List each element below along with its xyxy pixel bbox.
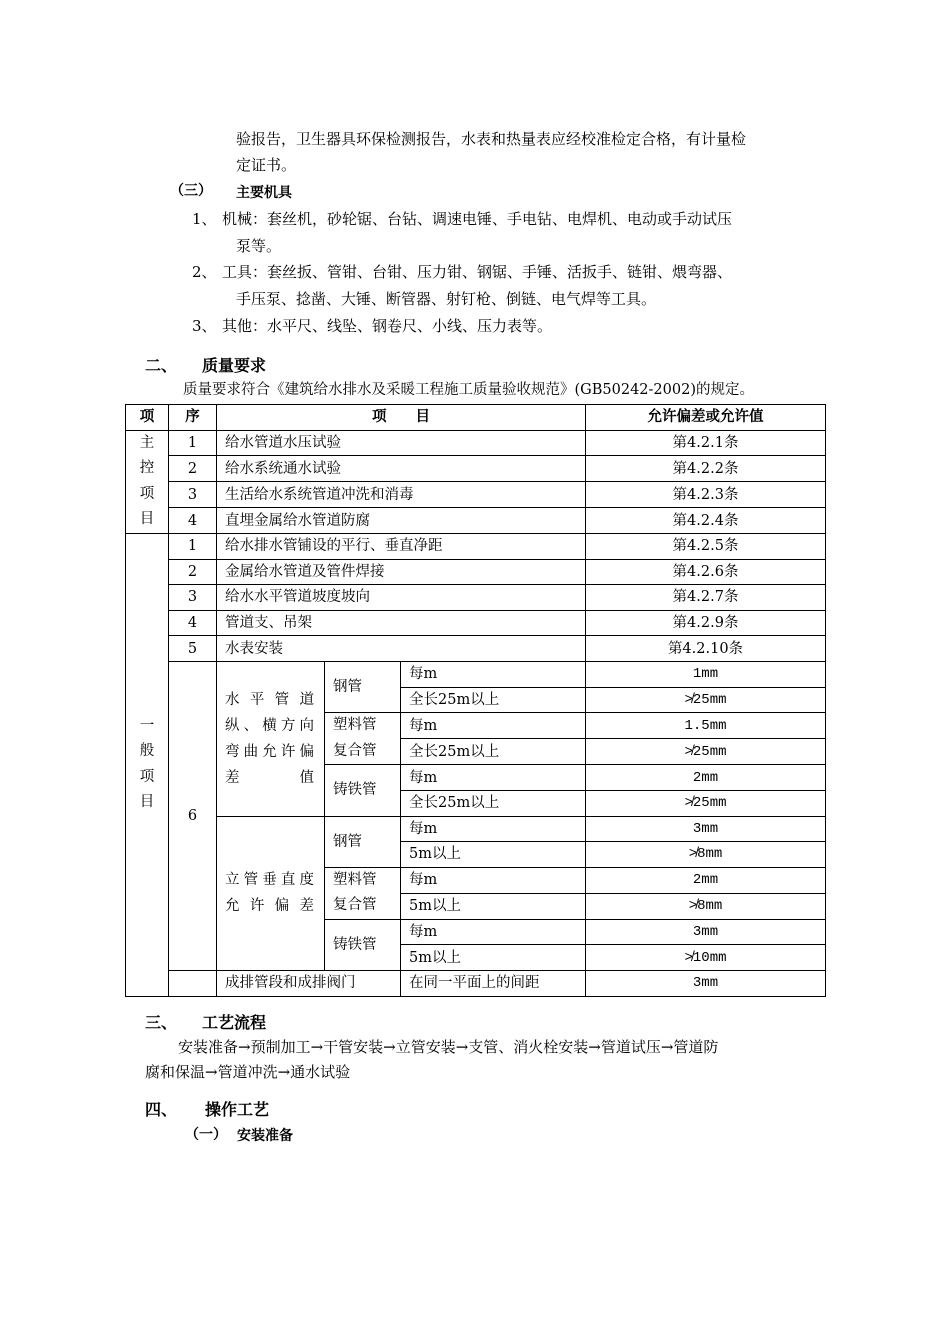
row-item: 成排管段和成排阀门 bbox=[217, 971, 401, 997]
row-value: 第4.2.6条 bbox=[586, 559, 826, 585]
row-value: 第4.2.5条 bbox=[586, 533, 826, 559]
row-number: 2 bbox=[169, 559, 217, 585]
row-number: 5 bbox=[169, 636, 217, 662]
allowance-value: ≯8mm bbox=[586, 842, 826, 868]
row-item: 金属给水管道及管件焊接 bbox=[217, 559, 586, 585]
quality-section-title: 质量要求 bbox=[202, 356, 267, 375]
quality-section-number: 二、 bbox=[145, 356, 178, 375]
condition: 每m bbox=[401, 867, 586, 893]
material-name: 铸铁管 bbox=[325, 765, 401, 816]
quality-requirements-table bbox=[125, 404, 826, 997]
row-number: 1 bbox=[169, 430, 217, 456]
row-item: 给水水平管道坡度坡向 bbox=[217, 585, 586, 611]
material-name: 钢管 bbox=[325, 661, 401, 712]
row-number: 6 bbox=[169, 661, 217, 970]
condition: 5m以上 bbox=[401, 842, 586, 868]
table-row bbox=[126, 636, 826, 662]
allowance-value: 3mm bbox=[586, 971, 826, 997]
main-control-group-label: 主控项目 bbox=[126, 430, 169, 533]
condition: 全长25m以上 bbox=[401, 687, 586, 713]
condition: 全长25m以上 bbox=[401, 739, 586, 765]
condition: 每m bbox=[401, 765, 586, 791]
row-item: 给水系统通水试验 bbox=[217, 456, 586, 482]
allowance-value: 1mm bbox=[586, 661, 826, 687]
condition: 每m bbox=[401, 816, 586, 842]
condition: 在同一平面上的间距 bbox=[401, 971, 586, 997]
table-row bbox=[126, 610, 826, 636]
table-row bbox=[126, 482, 826, 508]
condition: 全长25m以上 bbox=[401, 790, 586, 816]
process-section-title: 工艺流程 bbox=[202, 1013, 267, 1032]
header-item: 项 目 bbox=[217, 405, 586, 431]
table-row bbox=[126, 508, 826, 534]
row-number: 3 bbox=[169, 585, 217, 611]
process-flow-line-1: 安装准备→预制加工→干管安装→立管安装→支管、消火栓安装→管道试压→管道防 bbox=[178, 1038, 719, 1056]
intro-line-1: 验报告，卫生器具环保检测报告，水表和热量表应经校准检定合格，有计量检 bbox=[236, 130, 747, 148]
allowance-value: 2mm bbox=[586, 765, 826, 791]
empty-number-cell bbox=[169, 971, 217, 997]
process-section-number: 三、 bbox=[145, 1013, 178, 1032]
operation-subsection-number: （一） bbox=[185, 1127, 227, 1143]
row-item: 生活给水系统管道冲洗和消毒 bbox=[217, 482, 586, 508]
row-value: 第4.2.10条 bbox=[586, 636, 826, 662]
table-row bbox=[126, 559, 826, 585]
header-sequence: 序 bbox=[169, 405, 217, 431]
tools-item-1-line1: 机械：套丝机，砂轮锯、台钻、调速电锤、手电钻、电焊机、电动或手动试压 bbox=[222, 210, 733, 228]
intro-line-2: 定证书。 bbox=[236, 156, 297, 174]
row-number: 4 bbox=[169, 508, 217, 534]
material-name: 塑料管复合管 bbox=[325, 867, 401, 919]
allowance-value: ≯25mm bbox=[586, 790, 826, 816]
process-flow-line-2: 腐和保温→管道冲洗→通水试验 bbox=[145, 1063, 351, 1081]
condition: 每m bbox=[401, 919, 586, 945]
tools-item-1-line2: 泵等。 bbox=[236, 237, 282, 255]
allowance-value: ≯10mm bbox=[586, 945, 826, 971]
table-row bbox=[126, 661, 826, 687]
tools-item-2-line2: 手压泵、捻凿、大锤、断管器、射钉枪、倒链、电气焊等工具。 bbox=[236, 290, 657, 308]
tools-item-2-number: 2、 bbox=[192, 263, 217, 281]
row-number: 1 bbox=[169, 533, 217, 559]
vertical-deviation-label: 立管垂直度允许偏差 bbox=[217, 816, 325, 971]
tools-section-number: （三） bbox=[170, 183, 212, 199]
row-item: 直埋金属给水管道防腐 bbox=[217, 508, 586, 534]
row-value: 第4.2.1条 bbox=[586, 430, 826, 456]
condition: 5m以上 bbox=[401, 893, 586, 919]
allowance-value: ≯8mm bbox=[586, 893, 826, 919]
horizontal-deviation-label: 水平管道纵、横方向弯曲允许偏差值 bbox=[217, 661, 325, 816]
operation-subsection-title: 安装准备 bbox=[237, 1128, 293, 1144]
row-value: 第4.2.7条 bbox=[586, 585, 826, 611]
condition: 每m bbox=[401, 713, 586, 739]
operation-section-number: 四、 bbox=[145, 1100, 178, 1119]
tools-item-1-number: 1、 bbox=[192, 210, 217, 228]
row-item: 给水排水管铺设的平行、垂直净距 bbox=[217, 533, 586, 559]
operation-section-title: 操作工艺 bbox=[205, 1100, 270, 1119]
quality-description: 质量要求符合《建筑给水排水及采暖工程施工质量验收规范》(GB50242-2002)的规定。 bbox=[183, 382, 754, 398]
material-name: 塑料管复合管 bbox=[325, 713, 401, 765]
condition: 每m bbox=[401, 661, 586, 687]
allowance-value: ≯25mm bbox=[586, 739, 826, 765]
allowance-value: 2mm bbox=[586, 867, 826, 893]
condition: 5m以上 bbox=[401, 945, 586, 971]
allowance-value: 1.5mm bbox=[586, 713, 826, 739]
tools-section-title: 主要机具 bbox=[236, 185, 292, 201]
material-name: 钢管 bbox=[325, 816, 401, 867]
table-row bbox=[126, 585, 826, 611]
material-name: 铸铁管 bbox=[325, 919, 401, 970]
table-row bbox=[126, 816, 826, 842]
row-value: 第4.2.3条 bbox=[586, 482, 826, 508]
tools-item-2-line1: 工具：套丝扳、管钳、台钳、压力钳、钢锯、手锤、活扳手、链钳、煨弯器、 bbox=[222, 263, 733, 281]
general-group-label: 一般项目 bbox=[126, 533, 169, 996]
table-row bbox=[126, 456, 826, 482]
table-row bbox=[126, 971, 826, 997]
table-row bbox=[126, 533, 826, 559]
row-value: 第4.2.4条 bbox=[586, 508, 826, 534]
table-row bbox=[126, 430, 826, 456]
row-item: 给水管道水压试验 bbox=[217, 430, 586, 456]
row-number: 3 bbox=[169, 482, 217, 508]
header-category: 项 bbox=[126, 405, 169, 431]
row-number: 4 bbox=[169, 610, 217, 636]
table-header-row bbox=[126, 405, 826, 431]
allowance-value: 3mm bbox=[586, 919, 826, 945]
allowance-value: 3mm bbox=[586, 816, 826, 842]
tools-item-3-number: 3、 bbox=[192, 317, 217, 335]
tools-item-3-line1: 其他：水平尺、线坠、钢卷尺、小线、压力表等。 bbox=[222, 317, 553, 335]
row-value: 第4.2.9条 bbox=[586, 610, 826, 636]
row-number: 2 bbox=[169, 456, 217, 482]
header-allowance: 允许偏差或允许值 bbox=[586, 405, 826, 431]
row-item: 管道支、吊架 bbox=[217, 610, 586, 636]
row-value: 第4.2.2条 bbox=[586, 456, 826, 482]
row-item: 水表安装 bbox=[217, 636, 586, 662]
allowance-value: ≯25mm bbox=[586, 687, 826, 713]
